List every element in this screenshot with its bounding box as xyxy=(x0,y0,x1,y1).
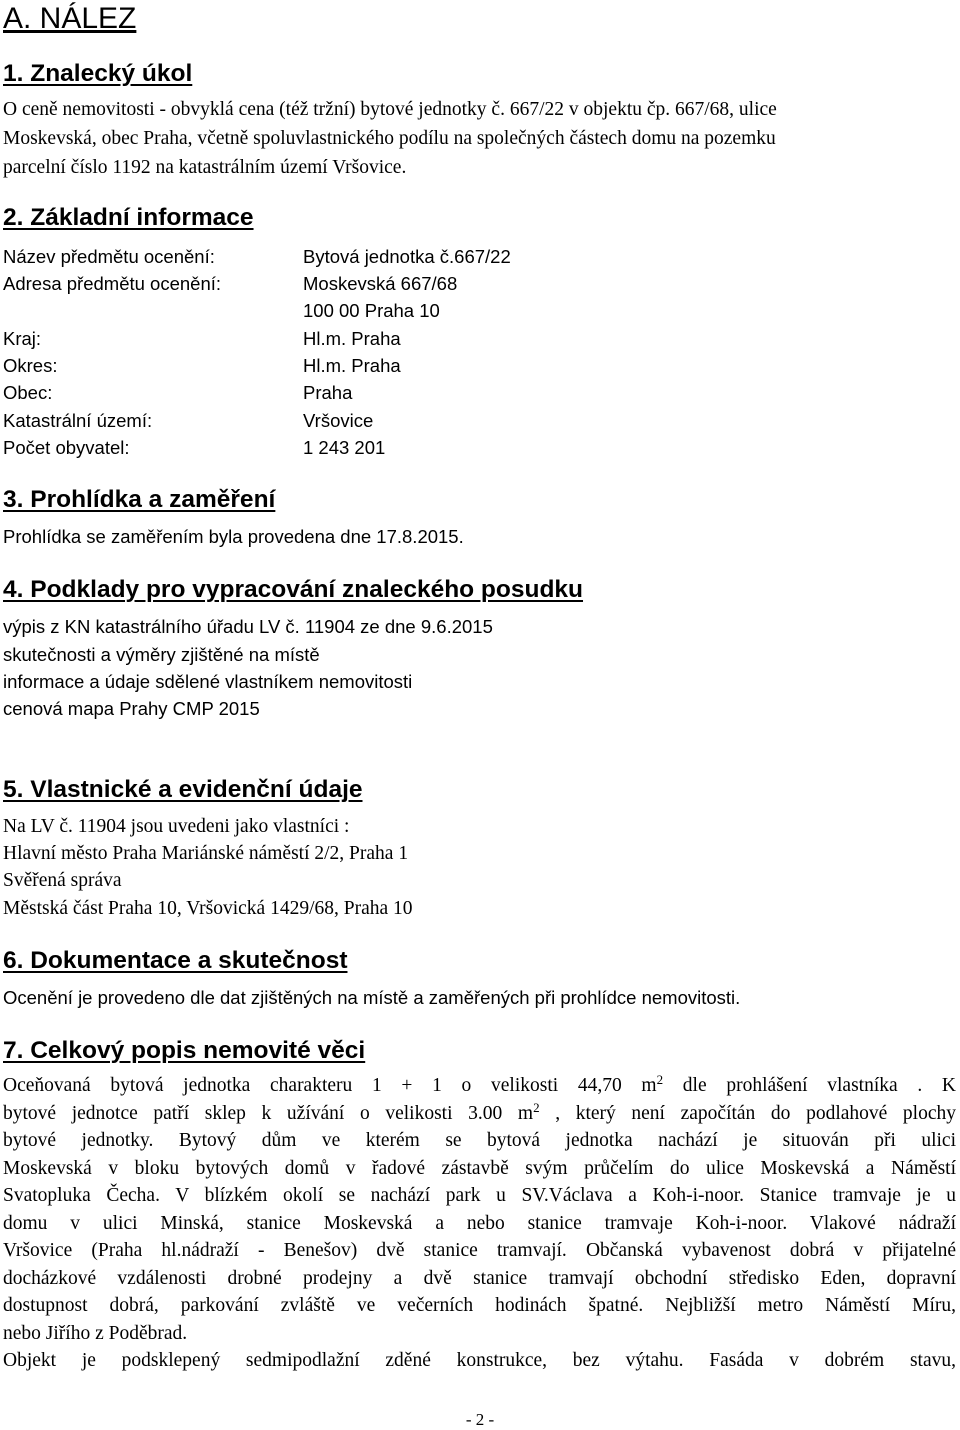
section-4-line-4: cenová mapa Prahy CMP 2015 xyxy=(3,698,260,719)
info-key: Kraj: xyxy=(3,328,42,349)
paragraph-line: dostupnost dobrá, parkování zvláště ve večerních hodinách špatné. Nejbližší metro Náměstí Míru, xyxy=(3,1295,956,1316)
paragraph-line: Moskevská v bloku bytových domů v řadové zástavbě svým průčelím do ulice Moskevská a Náměstí xyxy=(3,1157,956,1179)
paragraph-line: docházkové vzdálenosti drobné prodejny a dvě stanice tramvají obchodní středisko Eden, dopravní xyxy=(3,1267,956,1289)
superscript: 2 xyxy=(656,1072,664,1087)
paragraph-line: nebo Jiřího z Poděbrad. xyxy=(3,1322,188,1344)
info-key: Počet obyvatel: xyxy=(3,437,130,458)
section-5-line-3: Svěřená správa xyxy=(3,870,122,891)
info-value: Vršovice xyxy=(303,410,374,431)
paragraph-line: Oceňovaná bytová jednotka charakteru 1 + 1 o velikosti 44,70 $m^2$ dle prohlášení vlastníka . K xyxy=(3,1072,956,1096)
section-4-line-1: výpis z KN katastrálního úřadu LV č. 11904 ze dne 9.6.2015 xyxy=(3,616,493,637)
info-key: Obec: xyxy=(3,382,53,403)
info-value: 1 243 201 xyxy=(303,437,386,458)
info-key: Okres: xyxy=(3,355,58,376)
section-1-line-3: parcelní číslo 1192 na katastrálním území Vršovice. xyxy=(3,157,407,178)
section-2-title: 2. Základní informace xyxy=(3,204,254,231)
section-5-line-4: Městská část Praha 10, Vršovická 1429/68, Praha 10 xyxy=(3,898,413,919)
section-3-title: 3. Prohlídka a zaměření xyxy=(3,486,276,513)
info-value: 100 00 Praha 10 xyxy=(303,300,440,321)
section-5-line-2: Hlavní město Praha Mariánské náměstí 2/2, Praha 1 xyxy=(3,843,409,864)
main-heading: A. NÁLEZ xyxy=(3,2,137,35)
info-key: Adresa předmětu ocenění: xyxy=(3,273,222,294)
section-7-title: 7. Celkový popis nemovité věci xyxy=(3,1037,366,1064)
info-key: Název předmětu ocenění: xyxy=(3,246,215,267)
section-6-title: 6. Dokumentace a skutečnost xyxy=(3,947,348,974)
info-value: Hl.m. Praha xyxy=(303,328,401,349)
paragraph-line: Vršovice (Praha hl.nádraží - Benešov) dvě stanice tramvají. Občanská vybavenost dobrá v přijatelné xyxy=(3,1240,956,1261)
section-1-title: 1. Znalecký úkol xyxy=(3,60,193,87)
info-value: Praha xyxy=(303,382,353,403)
paragraph-line: bytové jednotky. Bytový dům ve kterém se bytová jednotka nachází je situován při ulici xyxy=(3,1130,956,1151)
section-1-line-1: O ceně nemovitosti - obvyklá cena (též tržní) bytové jednotky č. 667/22 v objektu čp. 667/68, ulice xyxy=(3,99,777,120)
paragraph-line: Objekt je podsklepený sedmipodlažní zděné konstrukce, bez výtahu. Fasáda v dobrém stavu, xyxy=(3,1350,956,1371)
info-key: Katastrální území: xyxy=(3,410,153,431)
info-value: Bytová jednotka č.667/22 xyxy=(303,246,511,267)
paragraph-line: Svatopluka Čecha. V blízkém okolí se nachází park u SV.Václava a Koh-i-noor. Stanice tramvaje je u xyxy=(3,1185,956,1206)
superscript: 2 xyxy=(533,1099,540,1115)
section-7-paragraph xyxy=(3,1072,956,1375)
section-1-line-2: Moskevská, obec Praha, včetně spoluvlastnického podílu na společných částech domu na pozemku xyxy=(3,128,776,149)
paragraph-line: domu v ulici Minská, stanice Moskevská a nebo stanice tramvaje Koh-i-noor. Vlakové nádraží xyxy=(3,1212,956,1234)
section-3-text: Prohlídka se zaměřením byla provedena dne 17.8.2015. xyxy=(3,526,464,547)
section-5-line-1: Na LV č. 11904 jsou uvedeni jako vlastníci : xyxy=(3,816,350,837)
section-5-title: 5. Vlastnické a evidenční údaje xyxy=(3,776,363,803)
info-value: Moskevská 667/68 xyxy=(303,273,458,294)
section-4-line-2: skutečnosti a výměry zjištěné na místě xyxy=(3,644,320,665)
section-6-text: Ocenění je provedeno dle dat zjištěných na místě a zaměřených při prohlídce nemovitosti. xyxy=(3,987,741,1008)
section-4-title: 4. Podklady pro vypracování znaleckého posudku xyxy=(3,576,584,603)
page-number: - 2 - xyxy=(465,1410,495,1429)
info-value: Hl.m. Praha xyxy=(303,355,401,376)
section-4-line-3: informace a údaje sdělené vlastníkem nemovitosti xyxy=(3,671,413,692)
paragraph-line: bytové jednotce patří sklep k užívání o velikosti 3.00 $m^2$ , který není započítán do podlahové plochy xyxy=(3,1099,956,1124)
